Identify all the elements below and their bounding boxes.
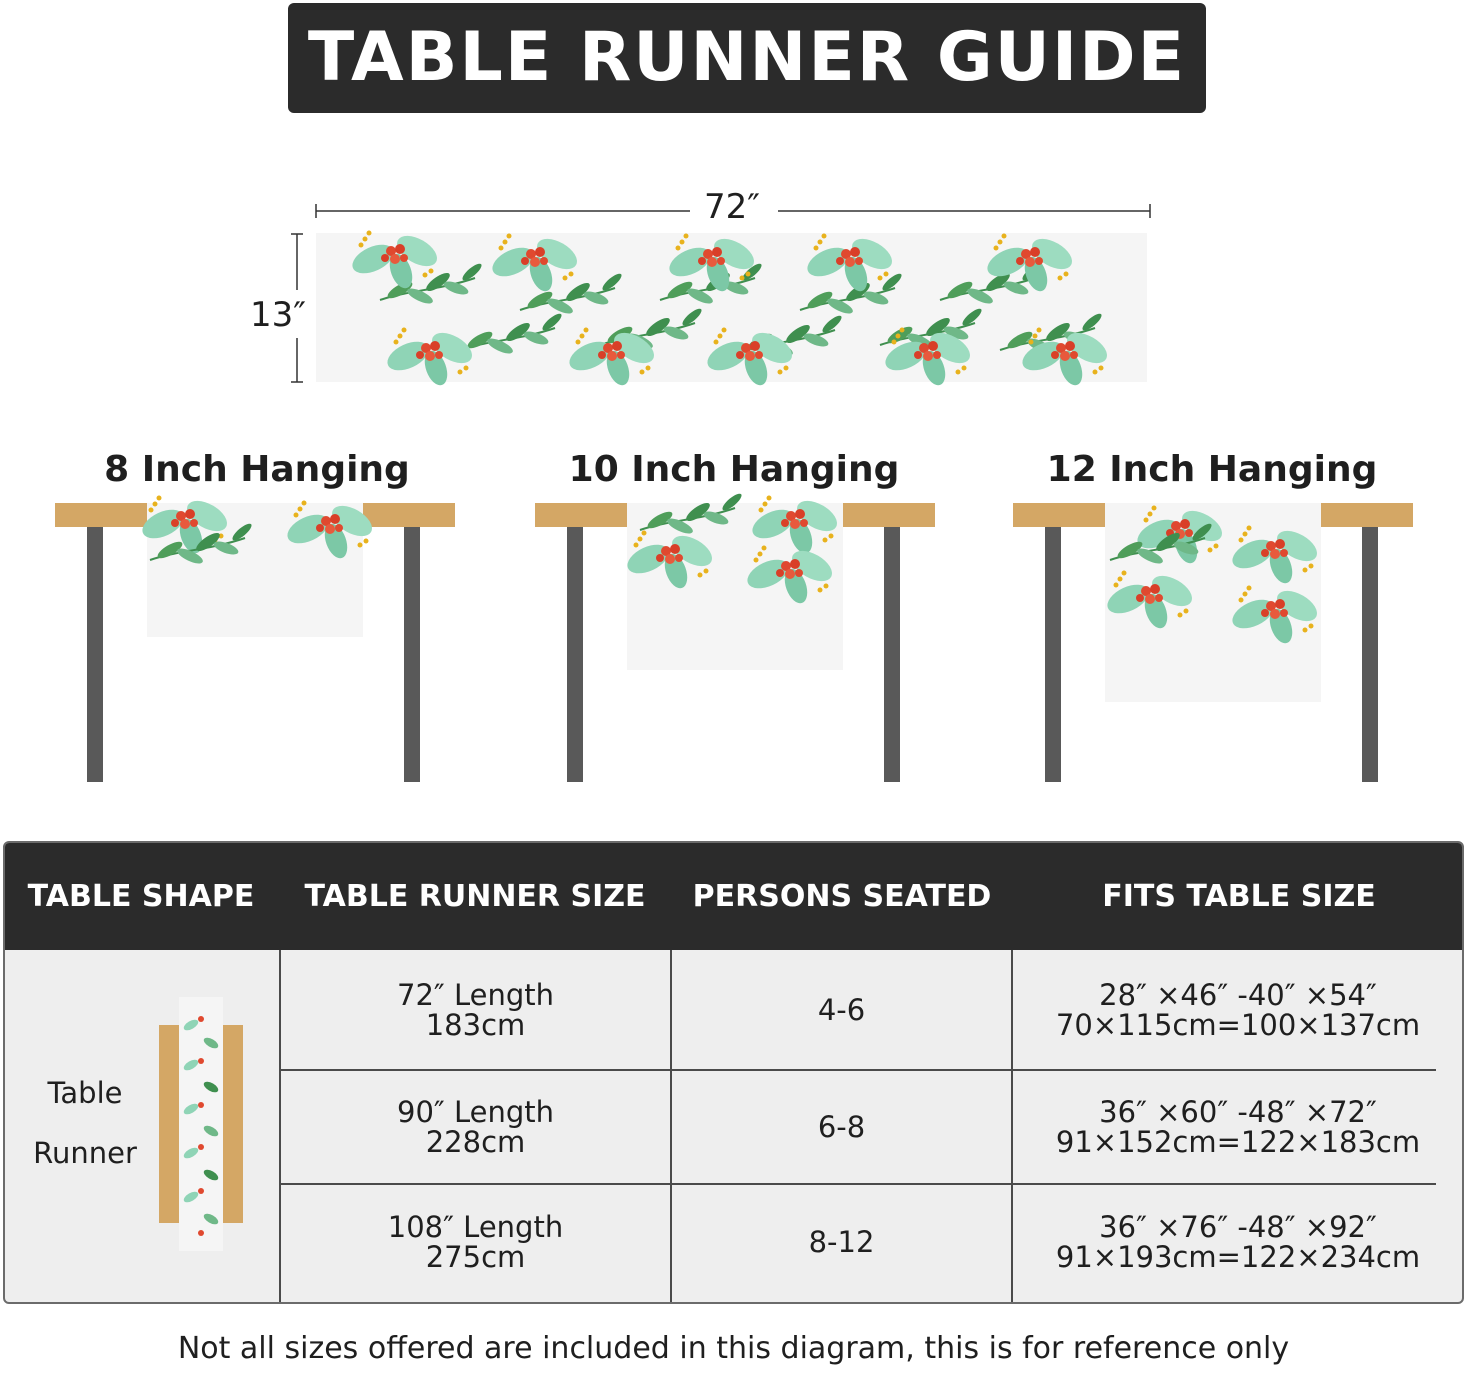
table-leg-left [87, 527, 103, 782]
header-table-shape: TABLE SHAPE [27, 879, 255, 914]
footnote: Not all sizes offered are included in this diagram, this is for reference only [177, 1331, 1290, 1366]
fits-inches: 36″ ×60″ -48″ ×72″ [1099, 1095, 1377, 1129]
table-leg-left [1045, 527, 1061, 782]
table-row-2-fits [1013, 1071, 1463, 1183]
table-row-2-persons: 6-8 [817, 1110, 866, 1144]
table-leg-right [404, 527, 420, 782]
fits-cm: 91×193cm=122×234cm [1055, 1240, 1421, 1274]
shape-label-line2: Runner [33, 1136, 137, 1170]
header-persons-seated: PERSONS SEATED [692, 879, 992, 914]
hanging-label-12: 12 Inch Hanging [1046, 449, 1378, 490]
table-leg-right [1362, 527, 1378, 782]
table-header-row [5, 843, 1462, 950]
table-row-3-size [281, 1185, 670, 1299]
table-row-1-fits [1013, 953, 1463, 1067]
runner-icon [179, 997, 223, 1251]
table-row-3-fits [1013, 1185, 1463, 1299]
size-inches: 72″ Length [397, 978, 554, 1012]
shape-label-line1: Table [47, 1076, 123, 1110]
fits-inches: 36″ ×76″ -48″ ×92″ [1099, 1210, 1377, 1244]
runner-on-table-icon [155, 995, 245, 1255]
hanging-label-8: 8 Inch Hanging [104, 449, 410, 490]
table-leg-left [567, 527, 583, 782]
length-label: 72″ [704, 187, 760, 227]
table-row-3-persons: 8-12 [808, 1225, 875, 1259]
table-12-inch [1013, 503, 1413, 782]
size-cm: 275cm [425, 1240, 526, 1274]
table-10-inch [535, 491, 935, 782]
fits-cm: 91×152cm=122×183cm [1055, 1125, 1421, 1159]
fits-cm: 70×115cm=100×137cm [1055, 1008, 1421, 1042]
width-label: 13″ [250, 295, 306, 335]
header-runner-size: TABLE RUNNER SIZE [304, 879, 646, 914]
size-inches: 108″ Length [387, 1210, 564, 1244]
table-row-1-size [281, 953, 670, 1067]
header-fits-table-size: FITS TABLE SIZE [1102, 879, 1376, 914]
size-inches: 90″ Length [397, 1095, 554, 1129]
size-guide-table [3, 841, 1464, 1304]
page-title: TABLE RUNNER GUIDE [307, 18, 1187, 97]
table-8-inch [55, 495, 455, 782]
table-leg-right [884, 527, 900, 782]
size-cm: 183cm [425, 1008, 526, 1042]
fits-inches: 28″ ×46″ -40″ ×54″ [1099, 978, 1377, 1012]
hanging-label-10: 10 Inch Hanging [568, 449, 900, 490]
size-cm: 228cm [425, 1125, 526, 1159]
table-row-1-persons: 4-6 [817, 993, 866, 1027]
hanging-runner-10 [627, 503, 843, 670]
shape-label [15, 1063, 155, 1183]
table-row-2-size [281, 1071, 670, 1183]
